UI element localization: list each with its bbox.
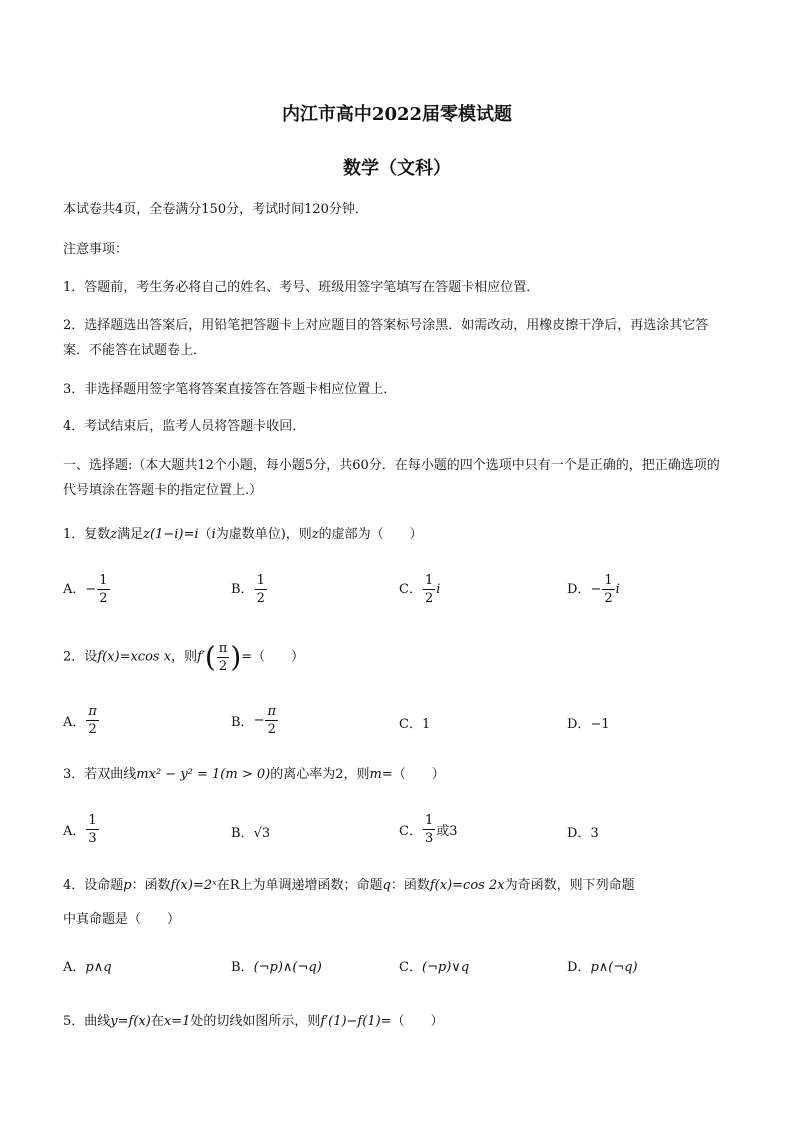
q3-equation: mx² − y² = 1(m > 0) [136, 767, 271, 782]
notes-heading: 注意事项： [63, 242, 129, 257]
section-heading: 一、选择题:（本大题共12个小题，每小题5分，共60分．在每小题的四个选项中只有一个是正确的，把正确选项的代号填涂在答题卡的指定位置上.） [63, 458, 720, 498]
q4-option-a: A．p∧q [63, 960, 112, 975]
q3-options [63, 812, 731, 852]
note-1: 1．答题前，考生务必将自己的姓名、考号、班级用签字笔填写在答题卡相应位置． [63, 280, 540, 295]
q4-options [63, 956, 731, 980]
q5-curve: y=f(x) [110, 1014, 151, 1029]
page-subtitle: 数学（文科） [343, 158, 451, 179]
question-4-line2: 中真命题是（ ） [63, 912, 181, 927]
q4-option-d: D．p∧(¬q) [567, 960, 638, 975]
q1-option-d: D．− $\frac{1}{2}$ i [567, 573, 620, 606]
q4-function-2: f(x)=cos 2x [429, 878, 505, 893]
q2-function: f(x)=xcos x [97, 649, 172, 665]
question-4: 4．设命题p：函数f(x)=2ˣ在R上为单调递增函数；命题q：函数f(x)=cos 2x为奇函数，则下列命题 [63, 878, 635, 893]
q3-option-c: C． $\frac{1}{3}$ 或3 [399, 813, 458, 846]
q4-option-b: B．(¬p)∧(¬q) [231, 960, 322, 975]
intro-text: 本试卷共4页，全卷满分150分，考试时间120分钟． [63, 202, 368, 217]
question-2: 2．设f(x)=xcos x，则f′( $\frac{\pi}{2}$ )=（ ） [63, 640, 305, 674]
q3-option-a: A． $\frac{1}{3}$ [63, 813, 97, 846]
q4-option-c: C．(¬p)∨q [399, 960, 470, 975]
note-3: 3．非选择题用签字笔将答案直接答在答题卡相应位置上． [63, 382, 397, 397]
q1-option-c: C． $\frac{1}{2}$ i [399, 573, 441, 606]
q2-option-d: D．−1 [567, 717, 610, 732]
question-3: 3．若双曲线mx² − y² = 1(m > 0)的离心率为2，则m=（ ） [63, 767, 445, 782]
note-4: 4．考试结束后，监考人员将答题卡收回． [63, 419, 306, 434]
q4-function-1: f(x)=2ˣ [170, 878, 217, 893]
q2-option-b: B．− $\frac{\pi}{2}$ [231, 704, 277, 737]
q3-option-b: B．√3 [231, 826, 271, 841]
q2-options [63, 703, 731, 743]
q3-option-d: D．3 [567, 826, 599, 841]
question-1: 1．复数z满足z(1−i)=i（i为虚数单位)，则z的虚部为（ ） [63, 527, 423, 542]
q1-equation: z(1−i)=i [143, 527, 199, 542]
question-5: 5．曲线y=f(x)在x=1处的切线如图所示，则f′(1)−f(1)=（ ） [63, 1014, 444, 1029]
q2-option-a: A． $\frac{\pi}{2}$ [63, 704, 97, 737]
q1-options [63, 572, 731, 612]
q2-option-c: C．1 [399, 717, 431, 732]
q1-option-b: B． $\frac{1}{2}$ [231, 573, 265, 606]
page-title: 内江市高中2022届零模试题 [281, 104, 513, 125]
note-2: 2．选择题选出答案后，用铅笔把答题卡上对应题目的答案标号涂黑．如需改动，用橡皮擦干净后，再选涂其它答案．不能答在试题卷上． [63, 318, 709, 358]
q5-expression: f′(1)−f(1) [320, 1014, 381, 1029]
q1-option-a: A．− $\frac{1}{2}$ [63, 573, 108, 606]
